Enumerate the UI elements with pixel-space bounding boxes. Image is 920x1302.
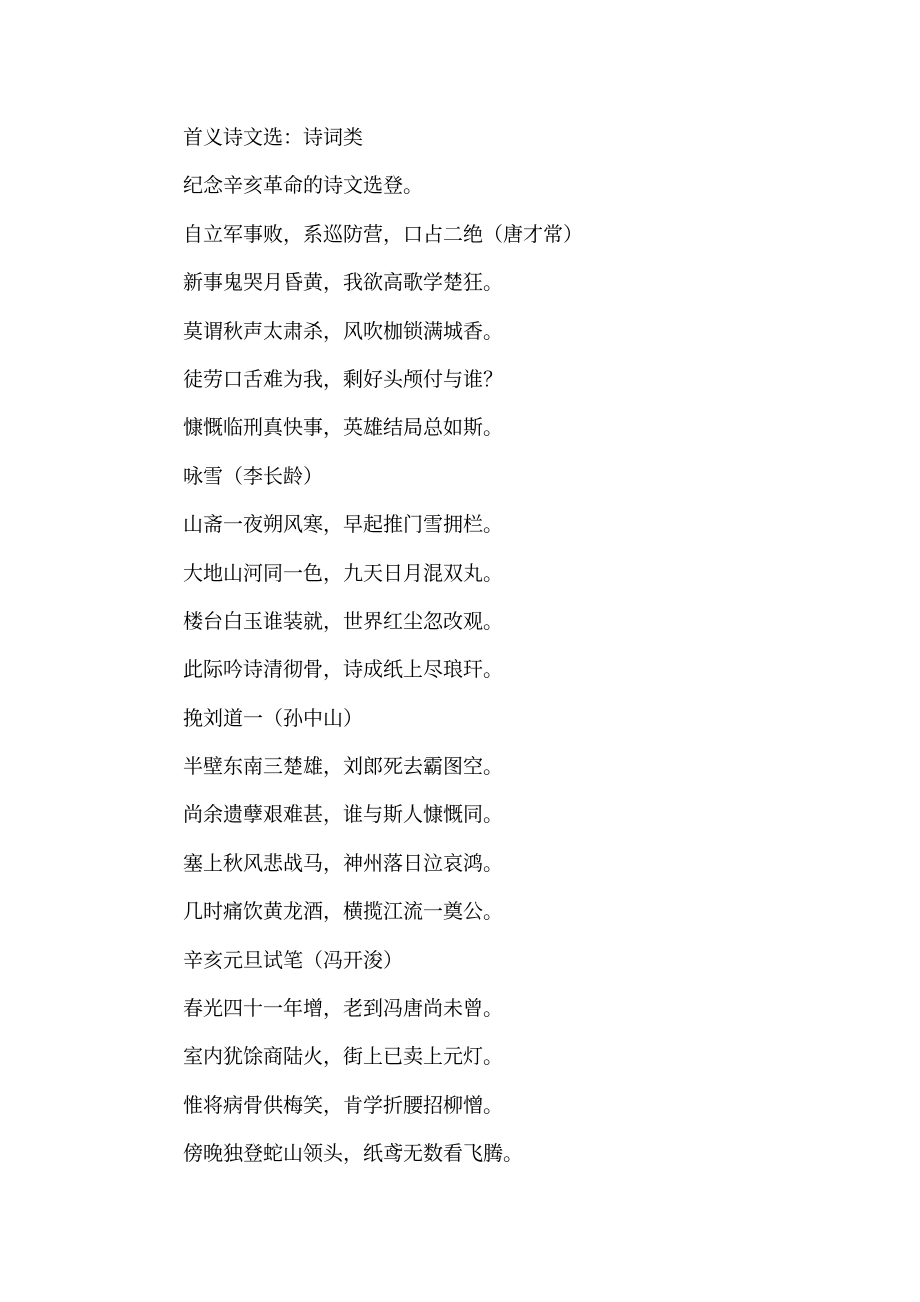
poem-line: 塞上秋风悲战马，神州落日泣哀鸿。 bbox=[183, 850, 503, 875]
poem-line: 惟将病骨供梅笑，肯学折腰招柳憎。 bbox=[183, 1092, 503, 1117]
poem-line: 山斋一夜朔风寒，早起推门雪拥栏。 bbox=[183, 512, 503, 537]
poem-line: 傍晚独登蛇山领头，纸鸢无数看飞腾。 bbox=[183, 1141, 523, 1166]
poem-line: 徒劳口舌难为我，剩好头颅付与谁？ bbox=[183, 366, 503, 391]
poem-line: 慷慨临刑真快事，英雄结局总如斯。 bbox=[183, 415, 503, 440]
poem-line: 室内犹馀商陆火，街上已卖上元灯。 bbox=[183, 1044, 503, 1069]
document-body bbox=[183, 116, 863, 1181]
poem-heading: 挽刘道一（孙中山） bbox=[183, 705, 363, 730]
poem-heading: 咏雪（李长龄） bbox=[183, 463, 323, 488]
poem-line: 几时痛饮黄龙酒，横揽江流一奠公。 bbox=[183, 899, 503, 924]
poem-heading: 辛亥元旦试笔（冯开浚） bbox=[183, 947, 403, 972]
poem-line: 春光四十一年增，老到冯唐尚未曾。 bbox=[183, 996, 503, 1021]
poem-line: 新事鬼哭月昏黄，我欲高歌学楚狂。 bbox=[183, 270, 503, 295]
poem-line: 半壁东南三楚雄，刘郎死去霸图空。 bbox=[183, 754, 503, 779]
poem-line: 莫谓秋声太肃杀，风吹枷锁满城香。 bbox=[183, 318, 503, 343]
poem-line: 尚余遗孽艰难甚，谁与斯人慷慨同。 bbox=[183, 802, 503, 827]
poem-line: 楼台白玉谁装就，世界红尘忽改观。 bbox=[183, 608, 503, 633]
poem-line: 大地山河同一色，九天日月混双丸。 bbox=[183, 560, 503, 585]
document-subtitle: 纪念辛亥革命的诗文选登。 bbox=[183, 173, 423, 198]
poem-line: 此际吟诗清彻骨，诗成纸上尽琅玕。 bbox=[183, 657, 503, 682]
document-title: 首义诗文选：诗词类 bbox=[183, 125, 363, 149]
poem-heading: 自立军事败，系巡防营，口占二绝（唐才常） bbox=[183, 221, 583, 246]
